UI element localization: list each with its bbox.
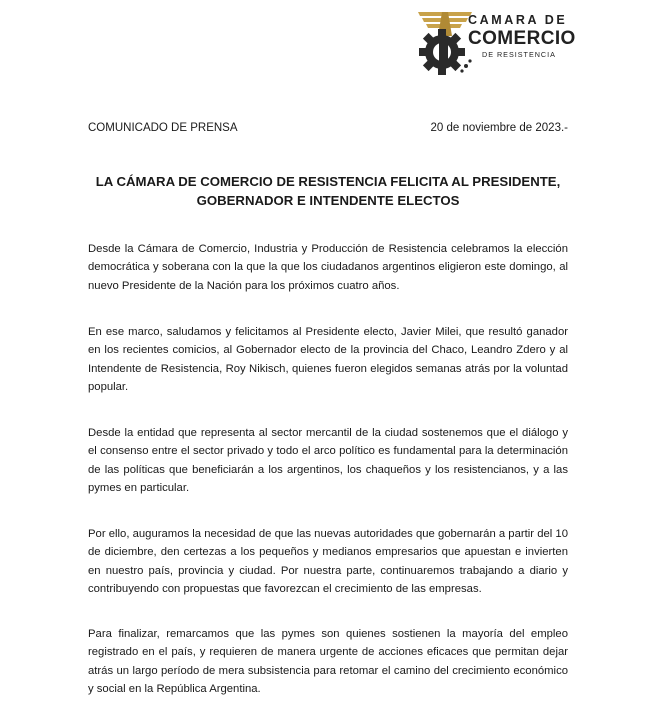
- logo-line-3: DE RESISTENCIA: [482, 49, 556, 59]
- paragraph-2: En ese marco, saludamos y felicitamos al Presidente electo, Javier Milei, que resultó ganador en los recientes comicios, al Gobernador electo de la provincia del Chaco, Leandro Zdero y al Intendente de Resistencia, Roy Nikisch, quienes fueron elegidos semanas atrás por la voluntad popular.: [88, 326, 568, 394]
- document-title: [88, 172, 568, 210]
- chamber-logo: [412, 6, 576, 76]
- paragraph-1: Desde la Cámara de Comercio, Industria y Producción de Resistencia celebramos la elección democrática y soberana con la que la que los ciudadanos argentinos eligieron este domingo, al nuevo Presidente de la Nación para los próximos cuatro años.: [88, 243, 568, 292]
- paragraph-4: Por ello, auguramos la necesidad de que las nuevas autoridades que gobernarán a partir del 10 de diciembre, den certezas a los pequeños y medianos empresarios que apuestan e invierten en nuestro país, provincia y ciudad. Por nuestra parte, continuaremos trabajando a diario y contribuyendo con propuestas que favorezcan el crecimiento de las empresas.: [88, 528, 568, 596]
- title-line-1: LA CÁMARA DE COMERCIO DE RESISTENCIA FELICITA AL PRESIDENTE,: [95, 174, 561, 189]
- logo-line-2: COMERCIO: [468, 27, 576, 49]
- header-row: [88, 122, 568, 134]
- press-release-label: COMUNICADO DE PRENSA: [88, 122, 238, 134]
- logo-line-1: CAMARA DE: [468, 13, 568, 27]
- paragraph-3: Desde la entidad que representa al sector mercantil de la ciudad sostenemos que el diálogo y el consenso entre el sector privado y todo el arco político es fundamental para la determinación de las políticas que beneficiarán a los argentinos, los chaqueños y los resistencianos, y a las pymes en particular.: [88, 427, 568, 495]
- release-date: 20 de noviembre de 2023.-: [430, 122, 568, 134]
- logo-wordmark: [468, 14, 578, 58]
- paragraph-5: Para finalizar, remarcamos que las pymes son quienes sostienen la mayoría del empleo registrado en el país, y requieren de manera urgente de acciones eficaces que permitan dejar atrás un largo período de mera subsistencia para retomar el camino del crecimiento económico y social en la República Argentina.: [88, 628, 568, 696]
- title-line-2: GOBERNADOR E INTENDENTE ELECTOS: [196, 193, 460, 208]
